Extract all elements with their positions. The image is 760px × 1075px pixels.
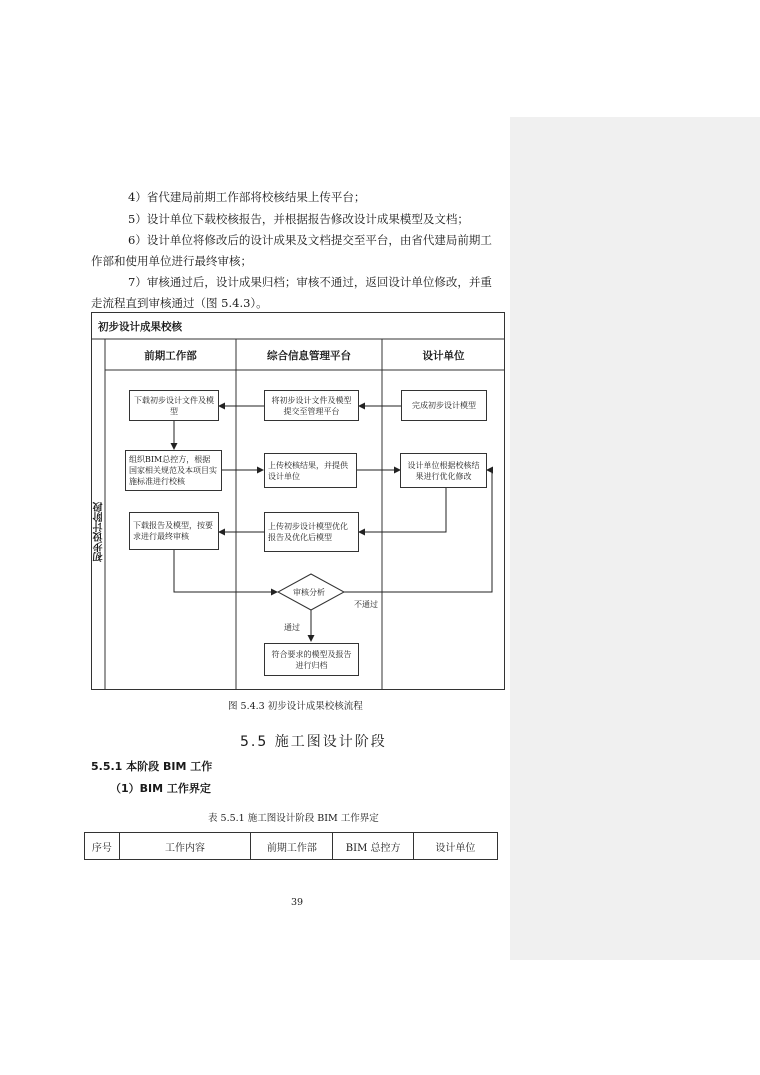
flowchart <box>91 312 505 690</box>
box-submit-platform: 将初步设计文件及模型提交至管理平台 <box>264 390 359 421</box>
column-header-platform: 综合信息管理平台 <box>267 350 351 362</box>
box-complete-model: 完成初步设计模型 <box>401 390 487 421</box>
box-optimize: 设计单位根据校核结果进行优化修改 <box>400 453 487 488</box>
flowchart-title: 初步设计成果校核 <box>98 321 182 333</box>
box-upload-optimized: 上传初步设计模型优化报告及优化后模型 <box>264 512 359 552</box>
figure-caption: 图 5.4.3 初步设计成果校核流程 <box>228 701 363 712</box>
table-header-row <box>85 833 498 860</box>
box-download-docs: 下载初步设计文件及模型 <box>129 390 219 421</box>
decision-review: 审核分析 <box>293 588 325 597</box>
flowchart-lines <box>91 312 505 690</box>
table-header-cell: BIM 总控方 <box>333 833 413 860</box>
table-header-cell: 前期工作部 <box>251 833 333 860</box>
box-archive: 符合要求的模型及报告进行归档 <box>264 643 359 676</box>
section-title: 5.5 施工图设计阶段 <box>240 734 387 750</box>
subsection-title: 5.5.1 本阶段 BIM 工作 <box>91 760 213 773</box>
paragraph-step-4: 4）省代建局前期工作部将校核结果上传平台； <box>128 190 366 204</box>
stage-label: 初步设计阶段 <box>94 502 105 562</box>
paragraph-step-7: 7）审核通过后，设计成果归档；审核不通过，返回设计单位修改，并重 <box>128 275 492 289</box>
item-heading: （1）BIM 工作界定 <box>110 782 211 795</box>
label-pass: 通过 <box>284 623 300 632</box>
paragraph-step-6: 6）设计单位将修改后的设计成果及文档提交至平台，由省代建局前期工 <box>128 233 492 247</box>
box-final-review: 下载报告及模型，按要求进行最终审核 <box>129 512 219 550</box>
table-header-cell: 工作内容 <box>119 833 251 860</box>
work-definition-table <box>84 832 498 860</box>
comment-sidebar <box>510 117 760 960</box>
paragraph-step-6-cont: 作部和使用单位进行最终审核； <box>91 254 252 268</box>
table-header-cell: 设计单位 <box>413 833 497 860</box>
column-header-design-unit: 设计单位 <box>422 350 465 362</box>
label-fail: 不通过 <box>354 600 378 609</box>
paragraph-step-5: 5）设计单位下载校核报告，并根据报告修改设计成果模型及文档； <box>128 212 469 226</box>
box-upload-result: 上传校核结果，并提供设计单位 <box>264 453 357 488</box>
page-number: 39 <box>291 897 304 908</box>
box-organize-check: 组织BIM总控方，根据国家相关规范及本项目实施标准进行校核 <box>125 450 222 491</box>
table-caption: 表 5.5.1 施工图设计阶段 BIM 工作界定 <box>208 813 379 824</box>
paragraph-step-7-cont: 走流程直到审核通过（图 5.4.3）。 <box>91 296 268 310</box>
table-header-cell: 序号 <box>85 833 120 860</box>
column-header-pre-project: 前期工作部 <box>144 350 197 362</box>
